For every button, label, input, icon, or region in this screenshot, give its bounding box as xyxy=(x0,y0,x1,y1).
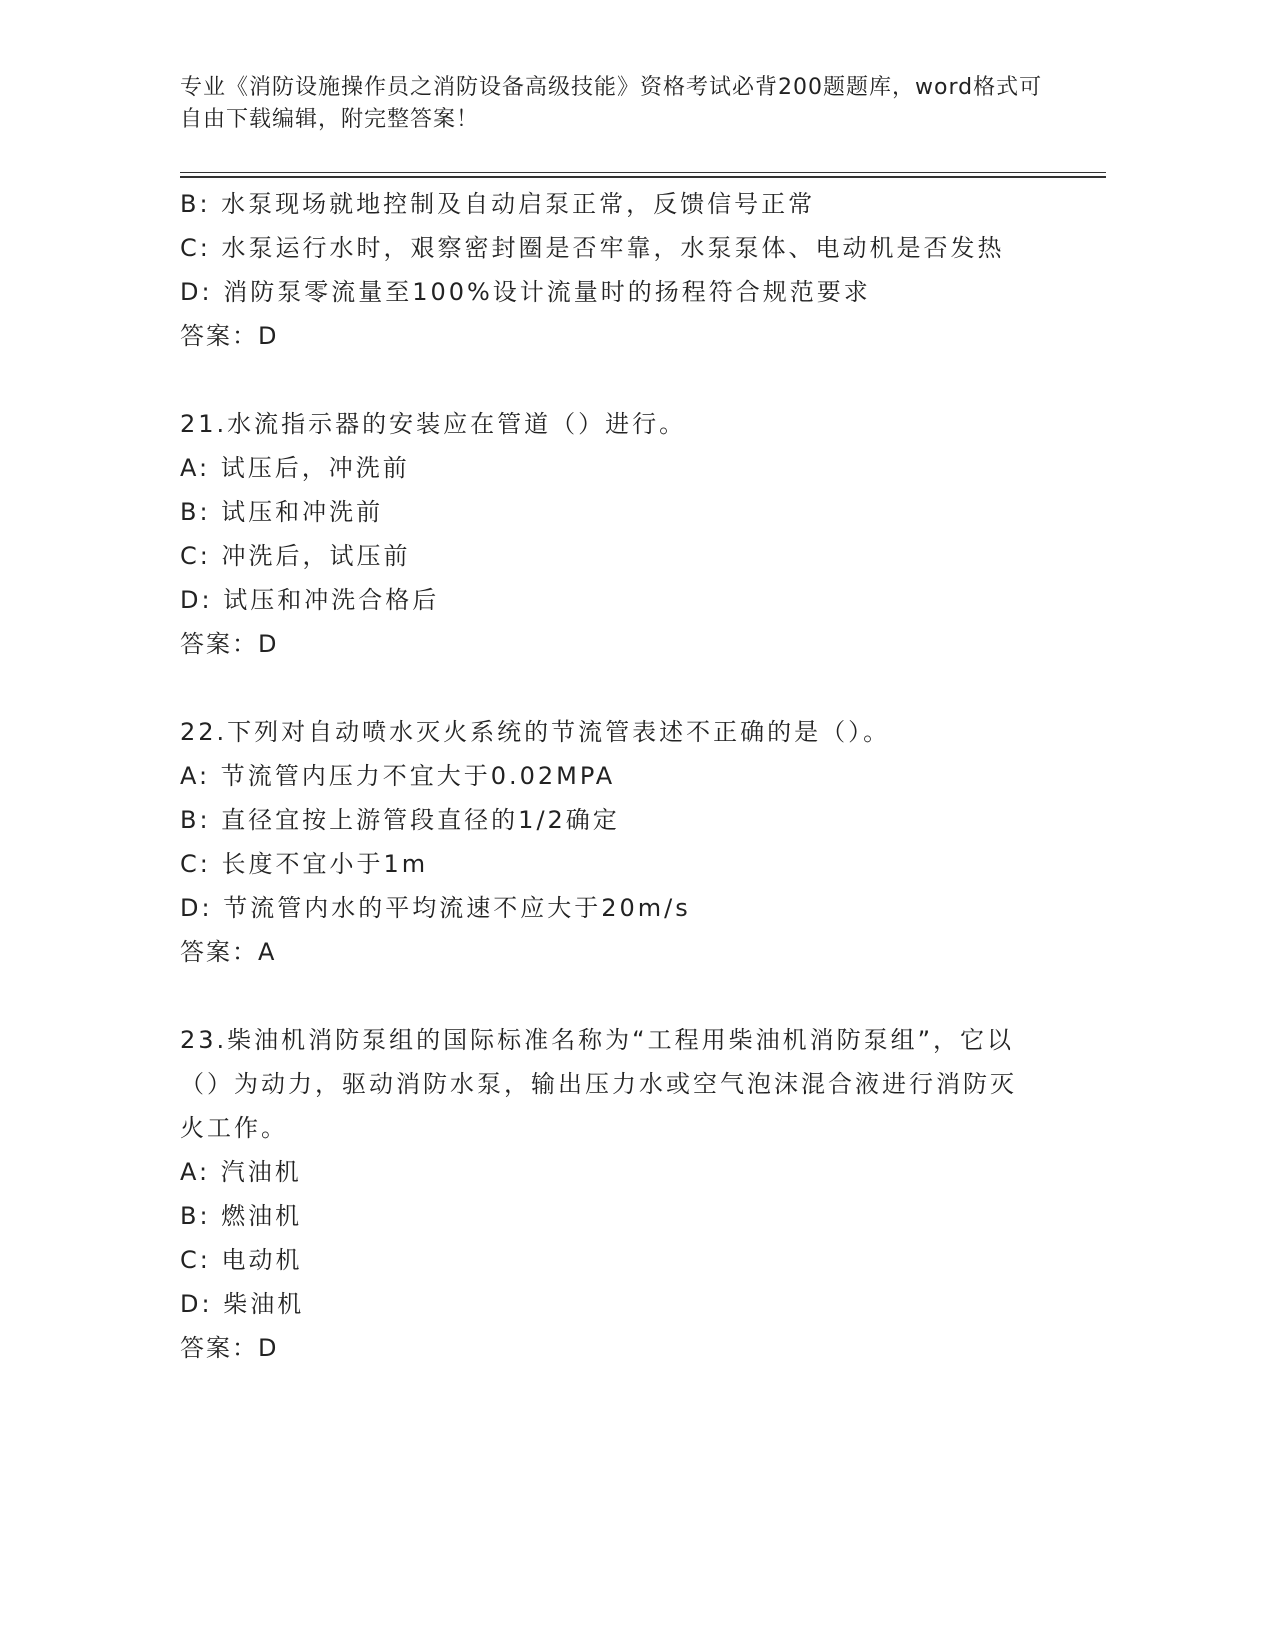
document-title: 专业《消防设施操作员之消防设备高级技能》资格考试必背200题题库，word格式可自由下载编辑，附完整答案！ xyxy=(180,75,1043,132)
option-c: C: 长度不宜小于1m xyxy=(180,850,429,878)
option-d: D: 节流管内水的平均流速不应大于20m/s xyxy=(180,894,691,922)
option-a: A: 节流管内压力不宜大于0.02MPA xyxy=(180,762,616,790)
option-c: C: 电动机 xyxy=(180,1246,303,1274)
option-b: B: 燃油机 xyxy=(180,1202,303,1230)
option-c: C: 水泵运行水时，艰察密封圈是否牢靠，水泵泵体、电动机是否发热 xyxy=(180,234,1005,262)
question-item-23 xyxy=(180,1018,1060,1370)
answer-text: 答案：D xyxy=(180,1334,279,1362)
header-divider xyxy=(180,172,1106,173)
question-stem: 23.柴油机消防泵组的国际标准名称为“工程用柴油机消防泵组”，它以（）为动力，驱动消防水泵，输出压力水或空气泡沫混合液进行消防灭火工作。 xyxy=(180,1026,1017,1142)
question-stem: 21.水流指示器的安装应在管道（）进行。 xyxy=(180,410,687,438)
answer-text: 答案：A xyxy=(180,938,277,966)
answer-text: 答案：D xyxy=(180,630,279,658)
option-a: A: 汽油机 xyxy=(180,1158,302,1186)
option-c: C: 冲洗后，试压前 xyxy=(180,542,411,570)
spacer xyxy=(180,974,1060,1018)
header-divider-thick xyxy=(180,176,1106,178)
question-item-21 xyxy=(180,402,1060,666)
spacer xyxy=(180,358,1060,402)
option-b: B: 试压和冲洗前 xyxy=(180,498,384,526)
option-d: D: 消防泵零流量至100%设计流量时的扬程符合规范要求 xyxy=(180,278,871,306)
question-list xyxy=(180,182,1060,1370)
question-item-22 xyxy=(180,710,1060,974)
spacer xyxy=(180,666,1060,710)
option-b: B: 水泵现场就地控制及自动启泵正常，反馈信号正常 xyxy=(180,190,816,218)
option-a: A: 试压后，冲洗前 xyxy=(180,454,410,482)
question-item-20 xyxy=(180,182,1060,358)
option-d: D: 柴油机 xyxy=(180,1290,305,1318)
option-b: B: 直径宜按上游管段直径的1/2确定 xyxy=(180,806,620,834)
question-stem: 22.下列对自动喷水灭火系统的节流管表述不正确的是（）。 xyxy=(180,718,891,746)
document-header xyxy=(180,72,1050,136)
answer-text: 答案：D xyxy=(180,322,279,350)
option-d: D: 试压和冲洗合格后 xyxy=(180,586,440,614)
